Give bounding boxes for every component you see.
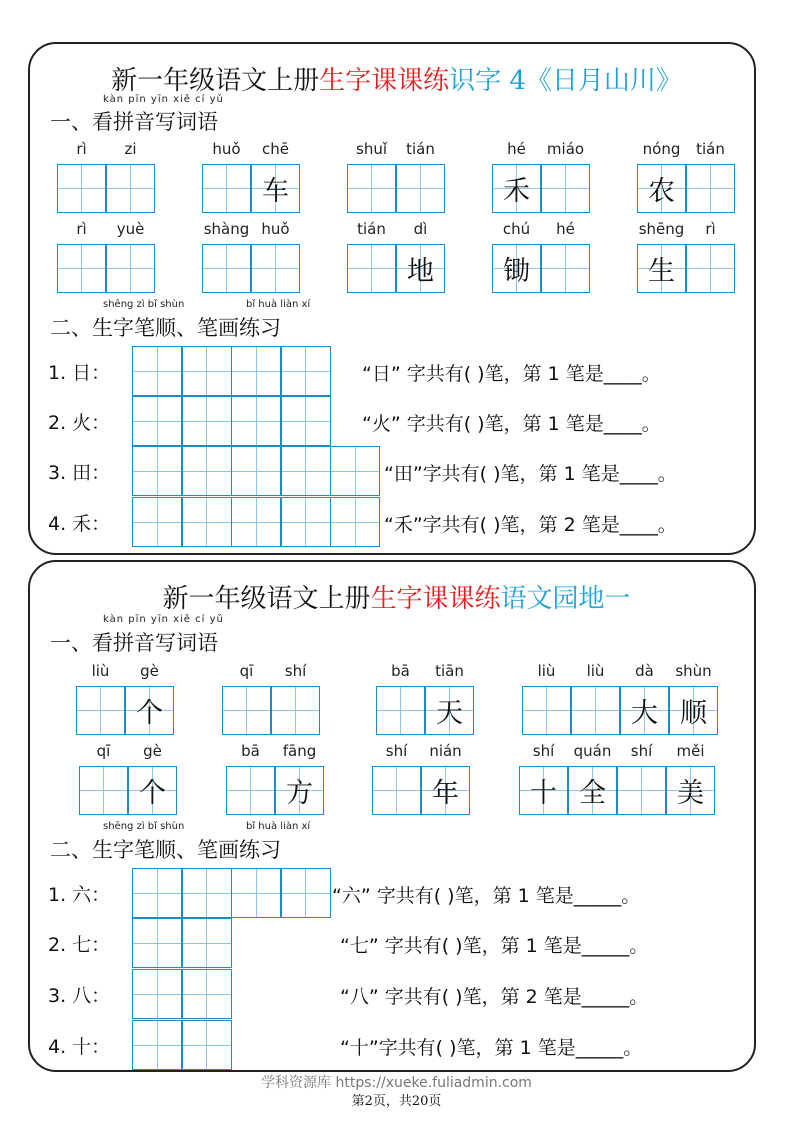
pinyin-syllable: shí xyxy=(532,742,555,760)
stroke-practice-cell[interactable] xyxy=(182,918,232,968)
tianzige-cell-printed: 锄 xyxy=(492,244,541,293)
stroke-row-label: 3. 田： xyxy=(48,462,111,484)
stroke-row-label: 4. 禾： xyxy=(48,513,111,535)
tianzige-cell-blank[interactable] xyxy=(79,766,128,815)
pinyin-syllable: gè xyxy=(143,742,162,760)
pinyin-syllable: qī xyxy=(96,742,111,760)
pinyin-syllable: shí xyxy=(630,742,653,760)
card1-sec2-heading: 二、生字笔顺、笔画练习 xyxy=(50,316,281,340)
tianzige-cell-blank[interactable] xyxy=(347,244,396,293)
stroke-practice-cell[interactable] xyxy=(182,497,232,547)
pinyin-syllable: rì xyxy=(76,220,87,238)
stroke-row-label: 3. 八： xyxy=(48,985,111,1007)
tianzige-cell-blank[interactable] xyxy=(617,766,666,815)
stroke-practice-cell[interactable] xyxy=(132,918,182,968)
pinyin-syllable: liù xyxy=(586,662,605,680)
card1-title-main: 新一年级语文上册 xyxy=(111,66,320,96)
card2-sec1-heading: 一、看拼音写词语 xyxy=(50,631,218,655)
tianzige-cell-blank[interactable] xyxy=(202,244,251,293)
stroke-row-label: 2. 火： xyxy=(48,412,111,434)
pinyin-syllable: dì xyxy=(413,220,428,238)
pinyin-syllable: liù xyxy=(91,662,110,680)
stroke-question: “八” 字共有( )笔，第 2 笔是_____。 xyxy=(340,986,649,1008)
card2-sec2-pinyin-a: shēng zì bǐ shùn xyxy=(103,821,185,832)
stroke-practice-cell[interactable] xyxy=(132,497,182,547)
tianzige-cell-printed: 禾 xyxy=(492,164,541,213)
pinyin-syllable: huǒ xyxy=(212,140,241,158)
stroke-practice-cell[interactable] xyxy=(182,446,232,496)
stroke-practice-cell[interactable] xyxy=(231,868,281,918)
pinyin-syllable: shí xyxy=(385,742,408,760)
card1-sec2-pinyin-b: bǐ huà liàn xí xyxy=(246,299,311,310)
footer-source: 学科资源库 https://xueke.fuliadmin.com xyxy=(261,1075,532,1091)
stroke-question: “七” 字共有( )笔，第 1 笔是_____。 xyxy=(340,935,649,957)
stroke-practice-cell[interactable] xyxy=(330,497,380,547)
tianzige-cell-blank[interactable] xyxy=(347,164,396,213)
tianzige-cell-printed: 个 xyxy=(125,686,174,735)
stroke-row-label: 1. 六： xyxy=(48,884,111,906)
pinyin-syllable: shùn xyxy=(675,662,712,680)
tianzige-cell-blank[interactable] xyxy=(571,686,620,735)
pinyin-syllable: miáo xyxy=(546,140,585,158)
tianzige-cell-blank[interactable] xyxy=(226,766,275,815)
tianzige-cell-blank[interactable] xyxy=(541,164,590,213)
stroke-question: “十”字共有( )笔，第 1 笔是_____。 xyxy=(340,1037,643,1059)
tianzige-cell-blank[interactable] xyxy=(251,244,300,293)
pinyin-syllable: hé xyxy=(556,220,575,238)
pinyin-syllable: nóng xyxy=(642,140,681,158)
stroke-practice-cell[interactable] xyxy=(182,396,232,446)
stroke-practice-cell[interactable] xyxy=(182,1020,232,1070)
tianzige-cell-printed: 个 xyxy=(128,766,177,815)
stroke-question: “禾”字共有( )笔，第 2 笔是____。 xyxy=(384,514,677,536)
pinyin-syllable: chē xyxy=(262,140,289,158)
tianzige-cell-blank[interactable] xyxy=(396,164,445,213)
pinyin-syllable: rì xyxy=(76,140,87,158)
stroke-row-label: 1. 日： xyxy=(48,362,111,384)
stroke-question: “田”字共有( )笔，第 1 笔是____。 xyxy=(384,463,677,485)
card1-sec1-pinyin: kàn pīn yīn xiě cí yǔ xyxy=(103,94,224,105)
card1-title-blue: 识字 4《日月山川》 xyxy=(449,66,682,96)
card1-title-red: 生字课课练 xyxy=(319,66,450,96)
tianzige-cell-printed: 全 xyxy=(568,766,617,815)
stroke-practice-cell[interactable] xyxy=(231,497,281,547)
card2-sec1-pinyin: kàn pīn yīn xiě cí yǔ xyxy=(103,614,224,625)
pinyin-syllable: gè xyxy=(140,662,159,680)
card2-title-red: 生字课课练 xyxy=(370,584,501,614)
stroke-practice-cell[interactable] xyxy=(182,868,232,918)
card1-sec1-heading: 一、看拼音写词语 xyxy=(50,110,218,134)
stroke-practice-cell[interactable] xyxy=(231,446,281,496)
tianzige-cell-blank[interactable] xyxy=(57,164,106,213)
tianzige-cell-printed: 美 xyxy=(666,766,715,815)
tianzige-cell-blank[interactable] xyxy=(376,686,425,735)
stroke-practice-cell[interactable] xyxy=(281,396,331,446)
pinyin-syllable: shí xyxy=(284,662,307,680)
tianzige-cell-printed: 方 xyxy=(275,766,324,815)
footer-page-number: 第2页，共20页 xyxy=(351,1094,442,1109)
pinyin-syllable: quán xyxy=(573,742,612,760)
pinyin-syllable: tián xyxy=(406,140,435,158)
stroke-practice-cell[interactable] xyxy=(281,346,331,396)
tianzige-cell-blank[interactable] xyxy=(686,244,735,293)
pinyin-syllable: shuǐ xyxy=(356,140,387,158)
tianzige-cell-blank[interactable] xyxy=(76,686,125,735)
stroke-practice-cell[interactable] xyxy=(231,396,281,446)
tianzige-cell-blank[interactable] xyxy=(57,244,106,293)
pinyin-syllable: qī xyxy=(239,662,254,680)
tianzige-cell-printed: 年 xyxy=(421,766,470,815)
pinyin-syllable: tián xyxy=(696,140,725,158)
pinyin-syllable: tiān xyxy=(435,662,464,680)
pinyin-syllable: měi xyxy=(676,742,705,760)
stroke-practice-cell[interactable] xyxy=(231,346,281,396)
stroke-row-label: 2. 七： xyxy=(48,934,111,956)
tianzige-cell-blank[interactable] xyxy=(522,686,571,735)
tianzige-cell-blank[interactable] xyxy=(541,244,590,293)
stroke-practice-cell[interactable] xyxy=(132,1020,182,1070)
tianzige-cell-printed: 顺 xyxy=(669,686,718,735)
pinyin-syllable: tián xyxy=(357,220,386,238)
stroke-practice-cell[interactable] xyxy=(132,969,182,1019)
pinyin-syllable: nián xyxy=(429,742,462,760)
pinyin-syllable: fāng xyxy=(282,742,317,760)
tianzige-cell-blank[interactable] xyxy=(106,164,155,213)
card2-sec2-heading: 二、生字笔顺、笔画练习 xyxy=(50,838,281,862)
stroke-practice-cell[interactable] xyxy=(132,446,182,496)
pinyin-syllable: bā xyxy=(391,662,410,680)
pinyin-syllable: liù xyxy=(537,662,556,680)
tianzige-cell-printed: 地 xyxy=(396,244,445,293)
stroke-practice-cell[interactable] xyxy=(182,969,232,1019)
tianzige-cell-printed: 十 xyxy=(519,766,568,815)
stroke-practice-cell[interactable] xyxy=(132,346,182,396)
stroke-question: “六” 字共有( )笔，第 1 笔是_____。 xyxy=(332,885,641,907)
stroke-question: “火” 字共有( )笔，第 1 笔是____。 xyxy=(362,413,661,435)
stroke-practice-cell[interactable] xyxy=(281,868,331,918)
tianzige-cell-blank[interactable] xyxy=(372,766,421,815)
stroke-practice-cell[interactable] xyxy=(132,396,182,446)
card2-sec2-pinyin-b: bǐ huà liàn xí xyxy=(246,821,311,832)
pinyin-syllable: shàng xyxy=(203,220,250,238)
stroke-practice-cell[interactable] xyxy=(132,868,182,918)
tianzige-cell-blank[interactable] xyxy=(222,686,271,735)
tianzige-cell-printed: 车 xyxy=(251,164,300,213)
card2-title-main: 新一年级语文上册 xyxy=(162,584,371,614)
pinyin-syllable: rì xyxy=(705,220,716,238)
pinyin-syllable: bā xyxy=(241,742,260,760)
stroke-question: “日” 字共有( )笔，第 1 笔是____。 xyxy=(362,363,661,385)
tianzige-cell-printed: 天 xyxy=(425,686,474,735)
pinyin-syllable: huǒ xyxy=(261,220,290,238)
stroke-row-label: 4. 十： xyxy=(48,1036,111,1058)
card2-title-blue: 语文园地一 xyxy=(500,584,631,614)
tianzige-cell-blank[interactable] xyxy=(106,244,155,293)
stroke-practice-cell[interactable] xyxy=(281,446,331,496)
tianzige-cell-blank[interactable] xyxy=(271,686,320,735)
pinyin-syllable: chú xyxy=(502,220,531,238)
tianzige-cell-printed: 大 xyxy=(620,686,669,735)
pinyin-syllable: dà xyxy=(635,662,654,680)
stroke-practice-cell[interactable] xyxy=(330,446,380,496)
tianzige-cell-printed: 农 xyxy=(637,164,686,213)
stroke-practice-cell[interactable] xyxy=(281,497,331,547)
tianzige-cell-blank[interactable] xyxy=(686,164,735,213)
pinyin-syllable: hé xyxy=(507,140,526,158)
tianzige-cell-blank[interactable] xyxy=(202,164,251,213)
card2-title xyxy=(0,578,793,615)
card1-title xyxy=(0,60,793,97)
tianzige-cell-printed: 生 xyxy=(637,244,686,293)
pinyin-syllable: yuè xyxy=(116,220,145,238)
stroke-practice-cell[interactable] xyxy=(182,346,232,396)
card1-sec2-pinyin-a: shēng zì bǐ shùn xyxy=(103,299,185,310)
pinyin-syllable: shēng xyxy=(638,220,685,238)
pinyin-syllable: zi xyxy=(124,140,137,158)
